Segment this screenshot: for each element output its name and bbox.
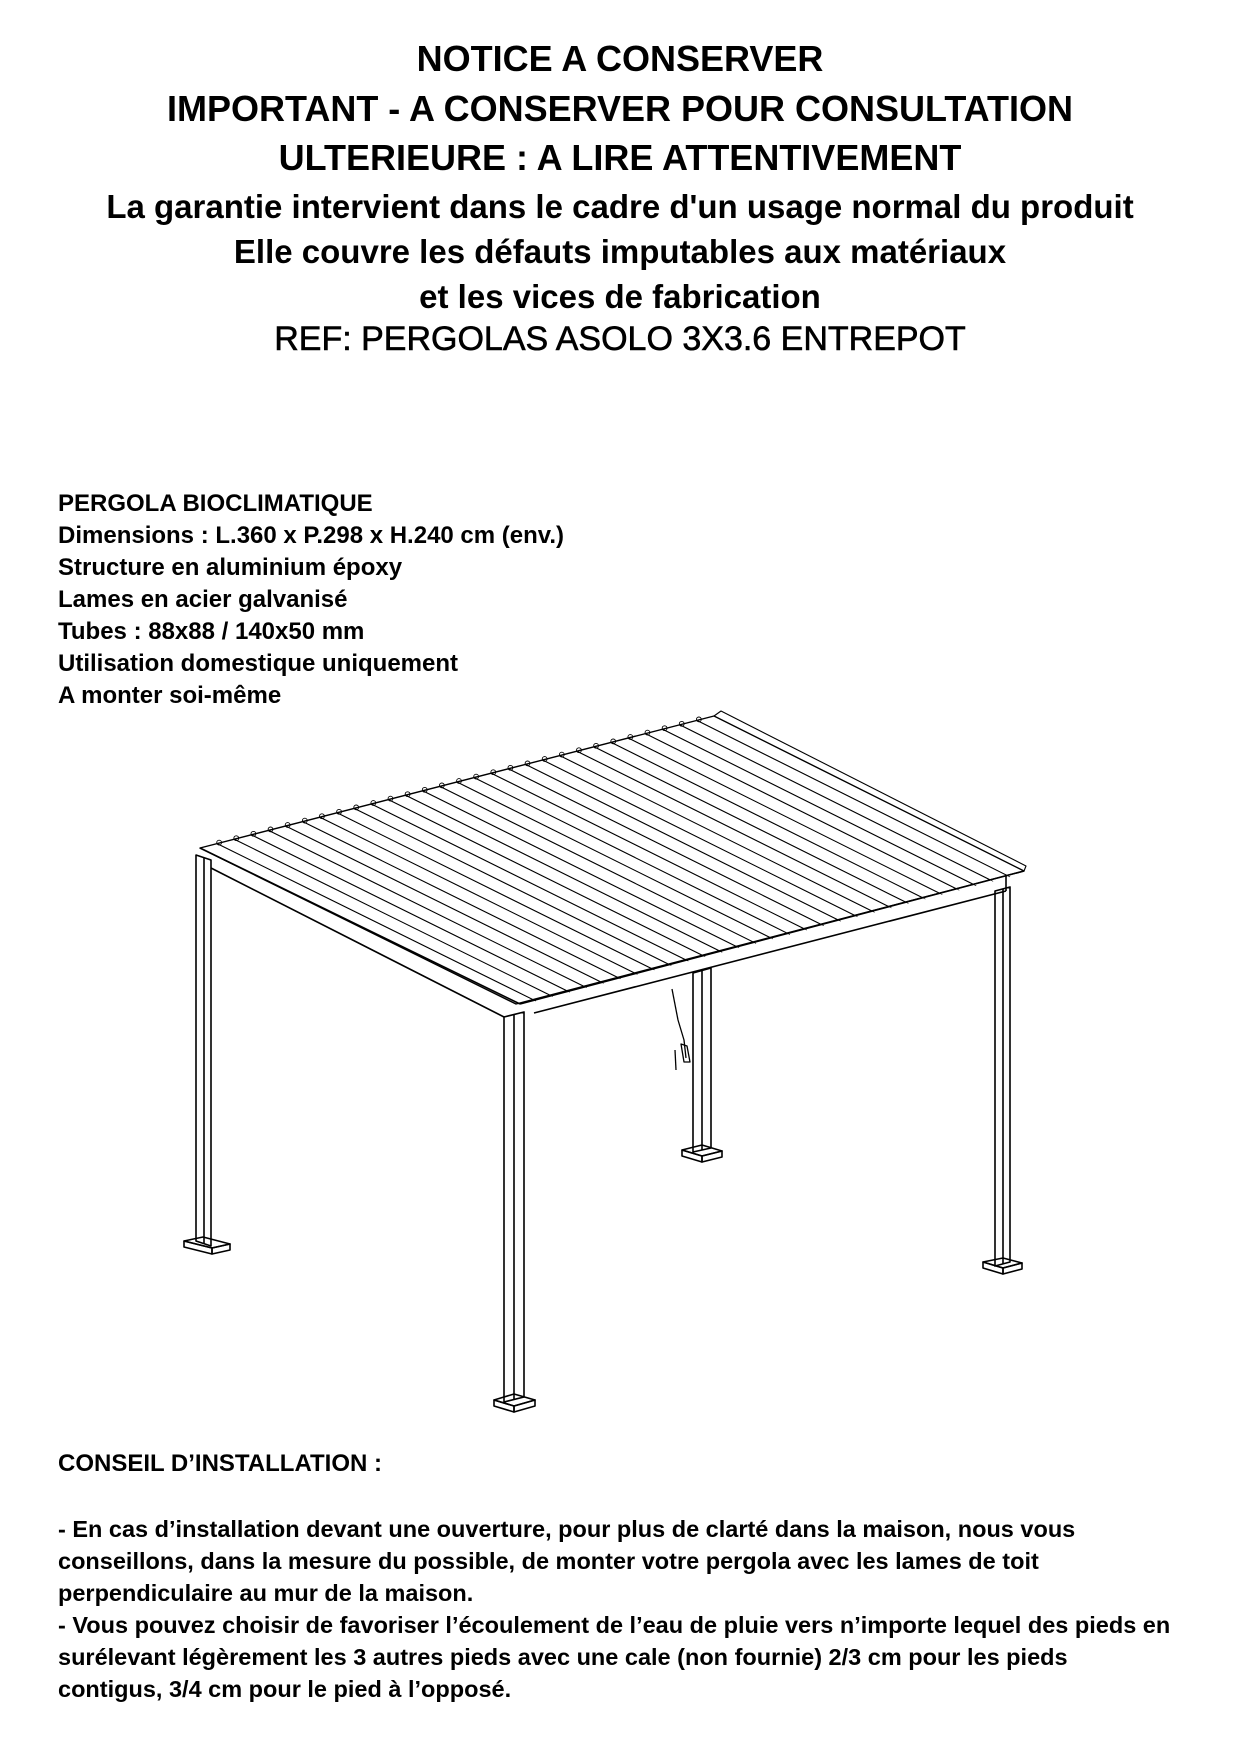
important-heading: IMPORTANT - A CONSERVER POUR CONSULTATION — [167, 88, 1073, 129]
read-carefully-heading: ULTERIEURE : A LIRE ATTENTIVEMENT — [278, 137, 962, 178]
product-specs — [58, 488, 564, 712]
middle-back-post — [682, 968, 722, 1162]
front-right-beam — [520, 871, 1024, 1013]
roof-louver-edge — [357, 810, 671, 966]
roof-louver-edge — [546, 762, 858, 917]
roof-louver-edge — [683, 726, 993, 881]
front-post — [494, 1012, 535, 1412]
spec-usage: Utilisation domestique uniquement — [58, 650, 459, 677]
installation-advice-title: CONSEIL D’INSTALLATION : — [58, 1450, 382, 1477]
roof-louver-edge — [306, 823, 621, 979]
spec-tubes: Tubes : 88x88 / 140x50 mm — [58, 618, 365, 645]
back-right-post — [983, 887, 1022, 1274]
pergola-illustration — [150, 690, 1050, 1430]
roof-louver-edge — [323, 819, 638, 975]
roof-louver-edge — [443, 788, 756, 944]
warranty-line-1: La garantie intervient dans le cadre d'un usage normal du produit — [106, 188, 1134, 225]
product-reference: REF: PERGOLAS ASOLO 3X3.6 ENTREPOT — [274, 320, 966, 358]
roof-louver-edge — [597, 748, 908, 903]
roof-louver-edge — [494, 775, 807, 930]
spec-structure: Structure en aluminium époxy — [58, 554, 403, 581]
spec-assembly: A monter soi-même — [58, 682, 282, 709]
louver-control-crank — [672, 989, 690, 1070]
front-left-beam — [200, 848, 520, 1017]
roof-louver-edge — [631, 740, 942, 895]
roof-louver-edge — [409, 797, 723, 953]
roof-louver-edge — [426, 792, 739, 948]
roof-louver-edge — [220, 845, 536, 1001]
roof-louver-edge — [340, 814, 654, 970]
roof-louver-edge — [374, 806, 688, 962]
roof-louver-edge — [477, 779, 790, 934]
roof-louver-edge — [237, 841, 553, 997]
spec-louvers: Lames en acier galvanisé — [58, 586, 348, 613]
roof-louver-edge — [511, 770, 823, 925]
roof-louver-edge — [460, 784, 773, 940]
spec-product-name: PERGOLA BIOCLIMATIQUE — [58, 490, 373, 517]
roof-louver-edge — [391, 801, 705, 957]
roof-louver-edge — [666, 731, 977, 886]
warranty-line-2: Elle couvre les défauts imputables aux matériaux — [233, 233, 1007, 270]
roof-louver-edge — [529, 766, 841, 921]
roof-louver-edge — [700, 722, 1010, 877]
back-left-post — [184, 855, 230, 1254]
roof-louvers — [217, 717, 1010, 1001]
advice-paragraph-1: - En cas d’installation devant une ouverture, pour plus de clarté dans la maison, nous vous conseillons, dans la mesure du possible, de monter votre pergola avec les lames de toit perpendiculaire au mur de la maison. — [58, 1516, 1076, 1606]
warranty-line-3: et les vices de fabrication — [419, 278, 821, 315]
notice-title: NOTICE A CONSERVER — [416, 38, 824, 79]
spec-dimensions: Dimensions : L.360 x P.298 x H.240 cm (env.) — [58, 522, 565, 549]
roof-louver-edge — [614, 744, 925, 899]
roof-louver-edge — [580, 753, 892, 908]
installation-advice-body — [58, 1513, 1178, 1705]
roof-louver-edge — [648, 735, 959, 890]
roof-louver-edge — [272, 832, 587, 988]
roof-louver-edge — [563, 757, 875, 912]
roof-louver-edge — [289, 828, 604, 984]
advice-paragraph-2: - Vous pouvez choisir de favoriser l’écoulement de l’eau de pluie vers n’importe lequel des pieds en surélevant légèrement les 3 autres pieds avec une cale (non fournie) 2/3 cm pour les pieds contigus, 3/4 cm pour le pied à l’opposé. — [58, 1612, 1171, 1702]
